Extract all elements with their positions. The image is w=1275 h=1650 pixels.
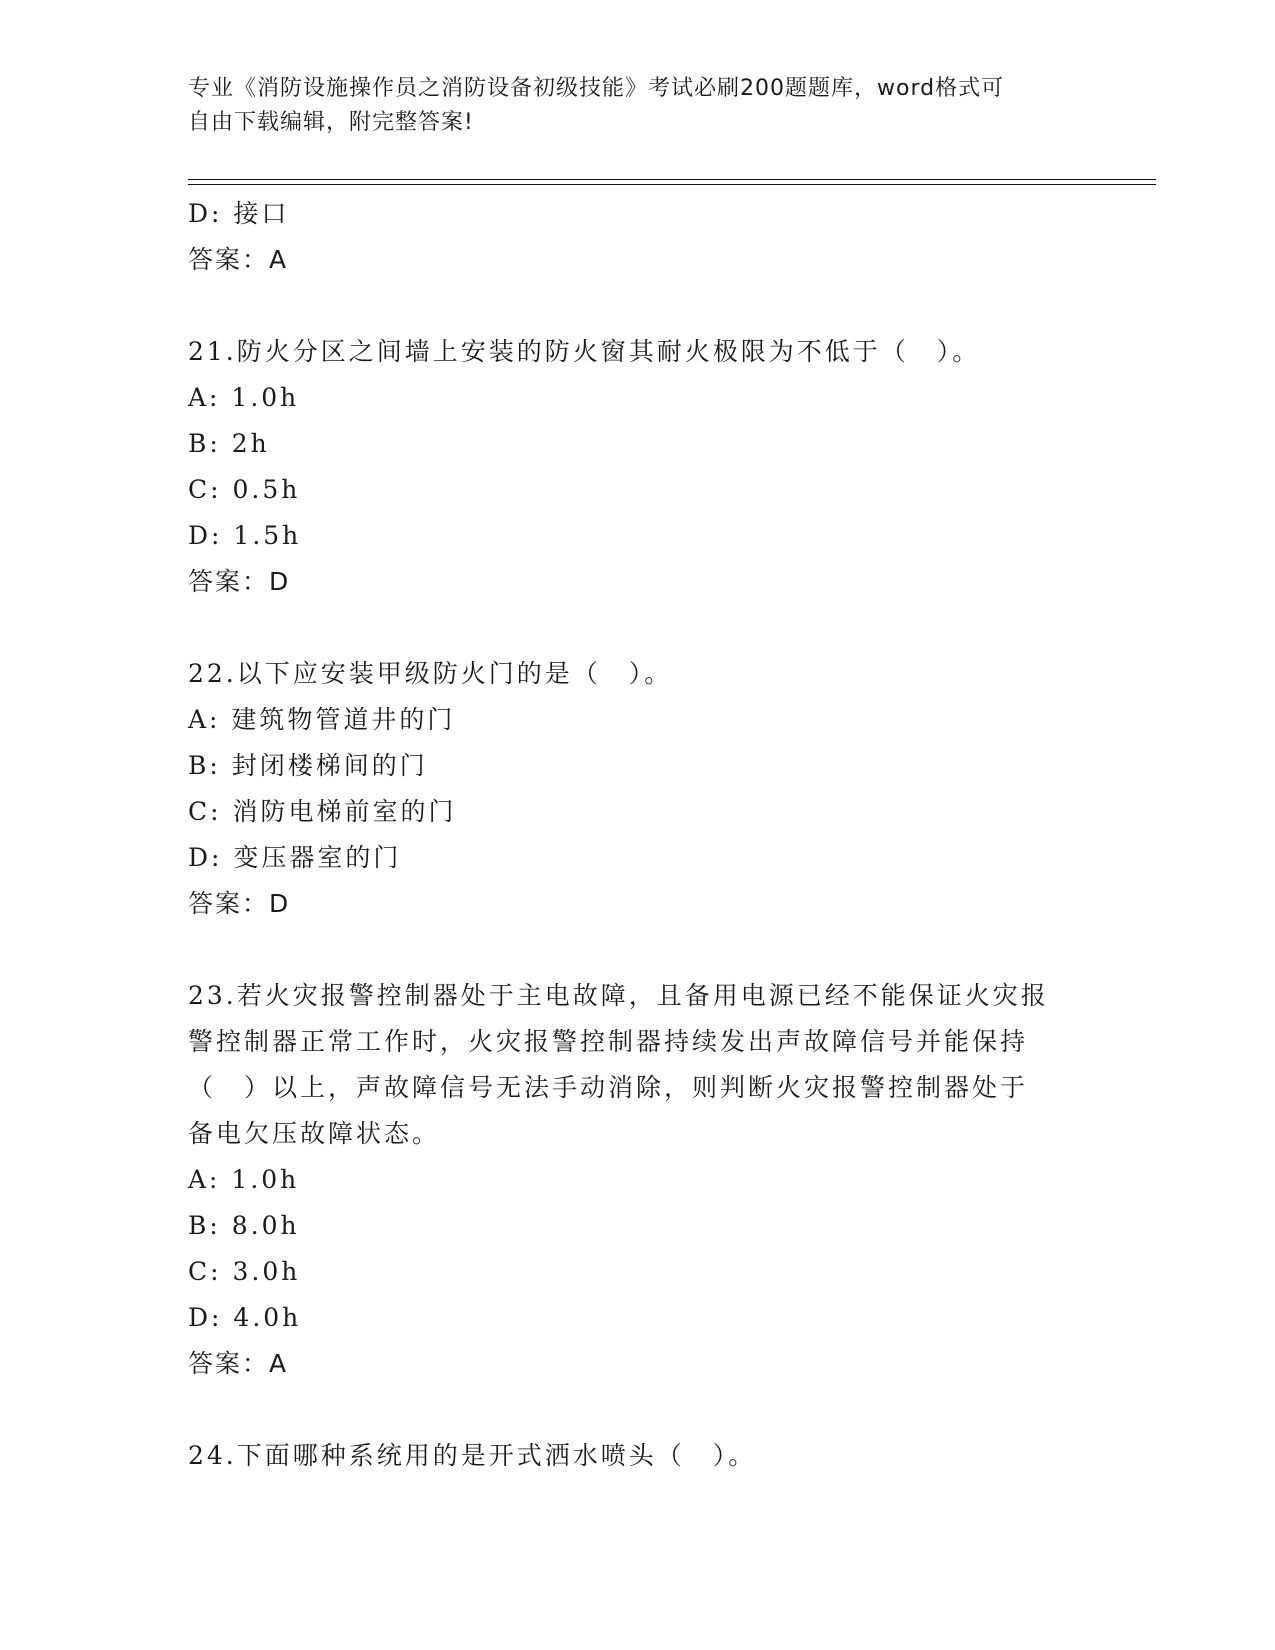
option-a: A: 1.0h xyxy=(188,1165,300,1194)
option-a: A: 建筑物管道井的门 xyxy=(188,705,456,734)
option-d: D: 变压器室的门 xyxy=(188,843,402,872)
question-list xyxy=(188,191,1088,1479)
header-line-2: 自由下载编辑，附完整答案! xyxy=(188,110,474,135)
document-header xyxy=(188,72,1088,140)
question-stem: 22.以下应安装甲级防火门的是（ ）。 xyxy=(188,659,673,688)
option-b: B: 8.0h xyxy=(188,1211,300,1240)
question-stem-line-4: 备电欠压故障状态。 xyxy=(188,1119,441,1148)
question-23 xyxy=(188,973,1088,1387)
question-24 xyxy=(188,1433,1088,1479)
option-c: C: 消防电梯前室的门 xyxy=(188,797,457,826)
prev-question-option-d: D: 接口 xyxy=(188,199,290,228)
question-stem-line-1: 23.若火灾报警控制器处于主电故障，且备用电源已经不能保证火灾报 xyxy=(188,981,1049,1010)
option-b: B: 2h xyxy=(188,429,270,458)
question-stem: 24.下面哪种系统用的是开式洒水喷头（ ）。 xyxy=(188,1441,757,1470)
header-divider-bottom xyxy=(188,184,1156,185)
question-answer: 答案：D xyxy=(188,567,291,596)
option-c: C: 3.0h xyxy=(188,1257,301,1286)
header-divider-top xyxy=(188,179,1156,180)
question-21 xyxy=(188,329,1088,605)
question-stem-line-3: （ ）以上，声故障信号无法手动消除，则判断火灾报警控制器处于 xyxy=(188,1073,1029,1102)
question-22 xyxy=(188,651,1088,927)
option-b: B: 封闭楼梯间的门 xyxy=(188,751,428,780)
question-stem-line-2: 警控制器正常工作时，火灾报警控制器持续发出声故障信号并能保持 xyxy=(188,1027,1029,1056)
option-d: D: 1.5h xyxy=(188,521,302,550)
prev-question-answer: 答案：A xyxy=(188,245,289,274)
question-stem: 21.防火分区之间墙上安装的防火窗其耐火极限为不低于（ ）。 xyxy=(188,337,981,366)
header-line-1: 专业《消防设施操作员之消防设备初级技能》考试必刷200题题库，word格式可 xyxy=(188,76,1005,101)
option-a: A: 1.0h xyxy=(188,383,300,412)
question-answer: 答案：A xyxy=(188,1349,289,1378)
question-answer: 答案：D xyxy=(188,889,291,918)
option-c: C: 0.5h xyxy=(188,475,301,504)
option-d: D: 4.0h xyxy=(188,1303,302,1332)
